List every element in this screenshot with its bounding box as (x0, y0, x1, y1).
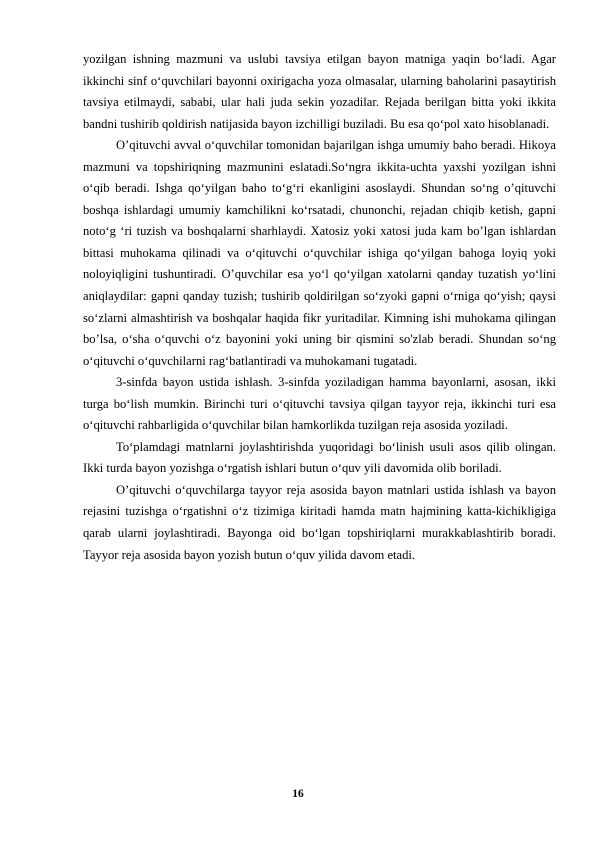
paragraph-1: yozilgan ishning mazmuni va uslubi tavsiya etilgan bayon matniga yaqin bo‘ladi. Agar ikkinchi sinf o‘quvchilari bayonni oxirigacha yoza olmasalar, ularning baholarini pasaytirish tavsiya etilmaydi, sababi, ular hali juda sekin yozadilar. Rejada berilgan bitta yoki ikkita bandni tushirib qoldirish natijasida bayon izchilligi buziladi. Bu esa qo‘pol xato hisoblanadi. (83, 52, 556, 131)
paragraph-3: 3-sinfda bayon ustida ishlash. 3-sinfda yoziladigan hamma bayonlarni, asosan, ikki turga bo‘lish mumkin. Birinchi turi o‘qituvchi tavsiya qilgan tayyor reja, ikkinchi turi esa o‘qituvchi rahbarligida o‘quvchilar bilan hamkorlikda tuzilgan reja asosida yoziladi. (83, 375, 556, 433)
paragraph-5: O’qituvchi o‘quvchilarga tayyor reja asosida bayon matnlari ustida ishlash va bayon rejasini tuzishga o‘rgatishni o‘z tizimiga kiritadi hamda matn hajmining katta-kichikligiga qarab ularni joylashtiradi. Bayonga oid bo‘lgan topshiriqlarni murakkablashtirib boradi. Tayyor reja asosida bayon yozish butun o‘quv yilida davom etadi. (83, 482, 556, 562)
page-number: 16 (292, 788, 304, 800)
document-body (83, 49, 556, 566)
paragraph-4: To‘plamdagi matnlarni joylashtirishda yuqoridagi bo‘linish usuli asos qilib olingan. Ikki turda bayon yozishga o‘rgatish ishlari butun o‘quv yili davomida olib boriladi. (83, 439, 556, 476)
paragraph-2: O’qituvchi avval o‘quvchilar tomonidan bajarilgan ishga umumiy baho beradi. Hikoya mazmuni va topshiriqning mazmunini eslatadi.So‘ngra ikkita-uchta yaxshi yozilgan ishni o‘qib beradi. Ishga qo‘yilgan baho to‘g‘ri ekanligini asoslaydi. Shundan so‘ng o’qituvchi boshqa ishlardagi umumiy kamchilikni ko‘rsatadi, chunonchi, rejadan chiqib ketish, gapni noto‘g ‘ri tuzish va boshqalarni sharhlaydi. Xatosiz yoki xatosi juda kam bo’lgan ishlardan bittasi muhokama qilinadi va o‘qituvchi o‘quvchilar ishiga qo‘yilgan bahoga loyiq yoki noloyiqligini tushuntiradi. O’quvchilar esa yo‘l qo‘yilgan xatolarni qanday tuzatish yo‘lini aniqlaydilar: gapni qanday tuzish; tushirib qoldirilgan so‘zyoki gapni o‘rniga qo‘yish; qaysi so‘zlarni almashtirish va boshqalar haqida fikr yuritadilar. Kimning ishi muhokama qilingan bo’lsa, o‘sha o‘quvchi o‘z bayonini yoki uning bir qismini so'zlab beradi. Shundan so‘ng o‘qituvchi o‘quvchilarni rag‘batlantiradi va muhokamani tugatadi. (83, 138, 556, 368)
